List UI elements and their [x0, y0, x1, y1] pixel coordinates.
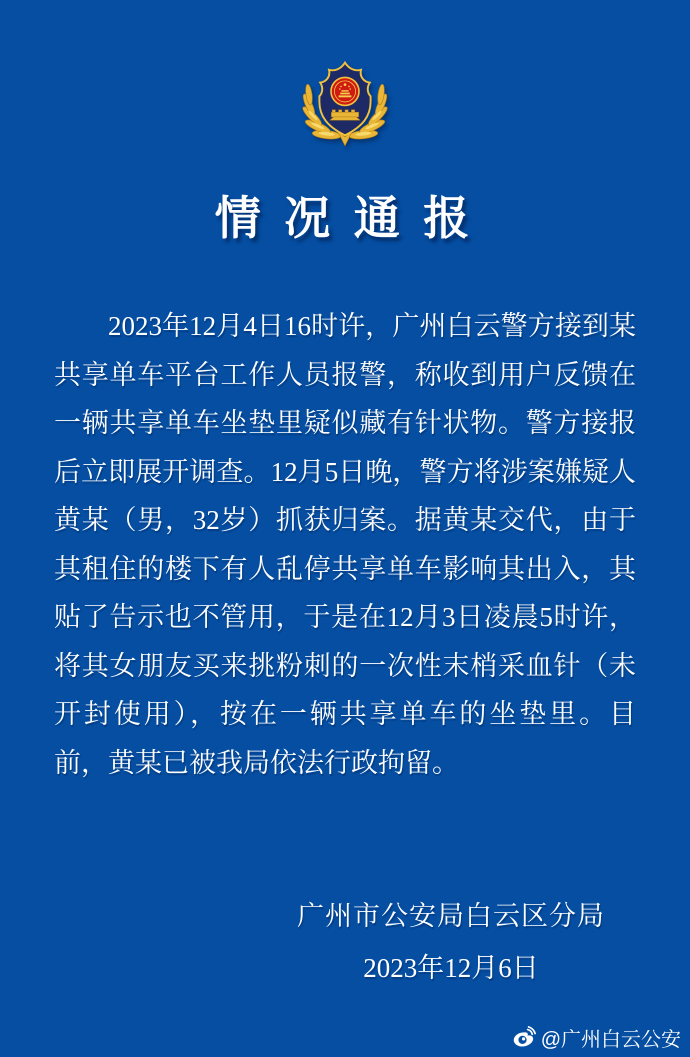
issue-date: 2023年12月6日: [363, 953, 539, 983]
notice-title: 情 况 通 报: [214, 193, 476, 244]
issuing-authority: 广州市公安局白云区分局: [297, 901, 605, 931]
weibo-watermark: [512, 1023, 681, 1052]
notice-body-line: 贴了告示也不管用，于是在12月3日凌晨5时许，: [54, 602, 636, 632]
signature-block: [212, 898, 690, 986]
notice-body-line: 其租住的楼下有人乱停共享单车影响其出入，其: [54, 553, 636, 584]
notice-body: [54, 302, 636, 787]
notice-body-line: 2023年12月4日16时许，广州白云警方接到某: [108, 311, 636, 341]
notice-body-line: 前，黄某已被我局依法行政拘留。: [54, 747, 459, 778]
notice-body-line: 后立即展开调查。12月5日晚，警方将涉案嫌疑人: [54, 456, 636, 487]
notice-body-line: 一辆共享单车坐垫里疑似藏有针状物。警方接报: [54, 408, 636, 438]
notice-body-line: 开封使用），按在一辆共享单车的坐垫里。目: [54, 699, 636, 729]
notice-body-line: 共享单车平台工作人员报警，称收到用户反馈在: [54, 359, 636, 390]
police-badge-emblem: [297, 50, 393, 160]
watermark-text: @广州白云公安: [540, 1029, 681, 1051]
notice-body-line: 黄某（男，32岁）抓获归案。据黄某交代，由于: [54, 505, 636, 535]
weibo-icon: [512, 1026, 536, 1050]
notice-body-line: 将其女朋友买来挑粉刺的一次性末梢采血针（未: [54, 650, 636, 681]
